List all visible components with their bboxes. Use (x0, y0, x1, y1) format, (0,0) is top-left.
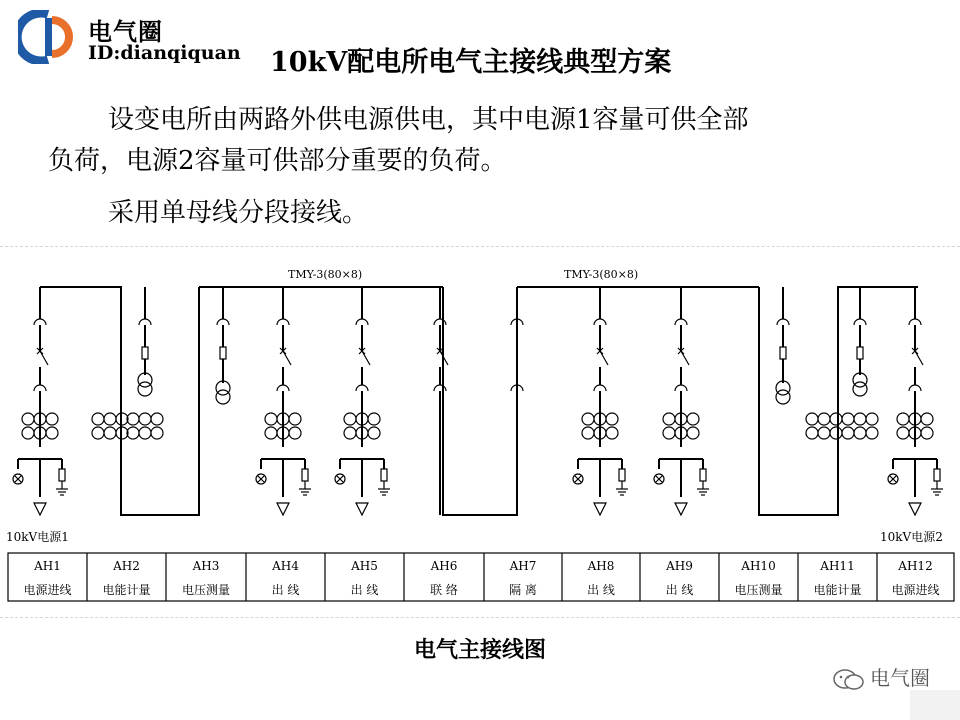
current-transformer (687, 427, 699, 439)
surge-arrester (381, 469, 387, 481)
current-transformer (921, 413, 933, 425)
plugin-contact (675, 319, 687, 325)
breaker-contact (915, 351, 923, 365)
cabinet-function: 联 络 (430, 583, 458, 597)
cabinet-id: AH7 (509, 559, 537, 573)
plugin-contact (356, 319, 368, 325)
plugin-contact (277, 319, 289, 325)
current-transformer (897, 427, 909, 439)
cabinet-id: AH1 (34, 559, 61, 573)
cabinet-id: AH6 (430, 559, 458, 573)
source-left-label: 10kV电源1 (6, 530, 69, 544)
main-wiring-diagram (0, 247, 960, 617)
current-transformer (127, 413, 139, 425)
cabinet-id: AH5 (351, 559, 378, 573)
cabinet-function: 出 线 (271, 583, 300, 597)
current-transformer (104, 427, 116, 439)
current-transformer (104, 413, 116, 425)
current-transformer (368, 413, 380, 425)
page-title: 10kV配电所电气主接线典型方案 (270, 47, 672, 78)
current-transformer (687, 413, 699, 425)
cabinet-id: AH4 (272, 559, 299, 573)
current-transformer (344, 413, 356, 425)
current-transformer (921, 427, 933, 439)
cabinet-function: 电压测量 (181, 583, 231, 597)
voltage-transformer (216, 390, 230, 404)
current-transformer (830, 427, 842, 439)
plugin-contact (854, 319, 866, 325)
voltage-transformer (138, 373, 152, 387)
current-transformer (265, 427, 277, 439)
watermark (832, 662, 930, 692)
current-transformer (92, 413, 104, 425)
voltage-transformer (776, 390, 790, 404)
logo-name: 电气圈 (88, 18, 163, 46)
current-transformer (897, 413, 909, 425)
current-transformer (151, 427, 163, 439)
current-transformer (866, 427, 878, 439)
cabinet-function: 电能计量 (813, 583, 862, 597)
plugin-contact (434, 385, 446, 391)
current-transformer (818, 413, 830, 425)
cable-termination (277, 503, 289, 515)
source-right-label: 10kV电源2 (880, 530, 943, 544)
current-transformer (854, 413, 866, 425)
current-transformer (22, 427, 34, 439)
current-transformer (368, 427, 380, 439)
breaker-contact (40, 351, 48, 365)
surge-arrester (934, 469, 940, 481)
plugin-contact (217, 319, 229, 325)
current-transformer (139, 427, 151, 439)
busbar-right-label: TMY-3(80×8) (564, 268, 639, 281)
cabinet-id: AH12 (898, 559, 933, 573)
body-line-3: 采用单母线分段接线。 (108, 198, 369, 228)
breaker-contact (362, 351, 370, 365)
voltage-transformer (853, 373, 867, 387)
fuse (220, 347, 226, 359)
cabinet-id: AH3 (192, 559, 220, 573)
logo-id: ID:dianqiquan (88, 42, 241, 64)
surge-arrester (700, 469, 706, 481)
voltage-transformer (776, 381, 790, 395)
current-transformer (854, 427, 866, 439)
fuse (780, 347, 786, 359)
cabinet-id: AH8 (587, 559, 615, 573)
logo-icon (18, 10, 78, 64)
cabinet-function: 出 线 (587, 583, 615, 597)
current-transformer (582, 413, 594, 425)
current-transformer (806, 413, 818, 425)
cabinet-function: 电压测量 (734, 583, 783, 597)
cabinet-function: 电能计量 (102, 583, 151, 597)
cable-termination (675, 503, 687, 515)
current-transformer (139, 413, 151, 425)
breaker-contact (283, 351, 291, 365)
current-transformer (582, 427, 594, 439)
watermark-text: 电气圈 (870, 666, 930, 690)
current-transformer (663, 427, 675, 439)
qr-code-icon (910, 690, 960, 720)
surge-arrester (59, 469, 65, 481)
voltage-transformer (216, 381, 230, 395)
plugin-contact (34, 385, 46, 391)
plugin-contact (675, 385, 687, 391)
breaker-contact (600, 351, 608, 365)
current-transformer (606, 427, 618, 439)
current-transformer (606, 413, 618, 425)
cable-termination (356, 503, 368, 515)
cabinet-function: 隔 离 (509, 583, 537, 597)
cable-termination (909, 503, 921, 515)
cabinet-id: AH10 (741, 559, 776, 573)
plugin-contact (434, 319, 446, 325)
cable-termination (34, 503, 46, 515)
current-transformer (842, 413, 854, 425)
body-line-1: 设变电所由两路外供电源供电，其中电源1容量可供全部 (108, 105, 749, 135)
current-transformer (127, 427, 139, 439)
current-transformer (344, 427, 356, 439)
current-transformer (663, 413, 675, 425)
diagram-panel (0, 246, 960, 618)
cabinet-table (8, 553, 954, 601)
current-transformer (866, 413, 878, 425)
current-transformer (46, 427, 58, 439)
busbar-left-label: TMY-3(80×8) (288, 268, 363, 281)
cable-tie-loop (443, 287, 517, 515)
cabinet-id: AH2 (113, 559, 140, 573)
current-transformer (289, 427, 301, 439)
plugin-contact (777, 319, 789, 325)
surge-arrester (302, 469, 308, 481)
cabinet-function: 出 线 (665, 583, 694, 597)
voltage-transformer (138, 382, 152, 396)
cabinet-function: 电源进线 (891, 583, 940, 597)
plugin-contact (594, 319, 606, 325)
current-transformer (151, 413, 163, 425)
current-transformer (806, 427, 818, 439)
diagram-caption: 电气主接线图 (413, 638, 546, 663)
plugin-contact (139, 319, 151, 325)
current-transformer (818, 427, 830, 439)
cabinet-id: AH9 (666, 559, 693, 573)
current-transformer (46, 413, 58, 425)
plugin-contact (909, 319, 921, 325)
current-transformer (830, 413, 842, 425)
plugin-contact (277, 385, 289, 391)
wechat-icon (832, 668, 866, 692)
voltage-transformer (853, 382, 867, 396)
body-line-2: 负荷，电源2容量可供部分重要的负荷。 (48, 146, 507, 176)
plugin-contact (356, 385, 368, 391)
fuse (857, 347, 863, 359)
current-transformer (265, 413, 277, 425)
current-transformer (92, 427, 104, 439)
surge-arrester (619, 469, 625, 481)
breaker-contact (681, 351, 689, 365)
plugin-contact (594, 385, 606, 391)
plugin-contact (34, 319, 46, 325)
cabinet-function: 电源进线 (23, 583, 72, 597)
cabinet-id: AH11 (820, 559, 855, 573)
current-transformer (289, 413, 301, 425)
fuse (142, 347, 148, 359)
cabinet-function: 出 线 (350, 583, 379, 597)
plugin-contact (909, 385, 921, 391)
cable-termination (594, 503, 606, 515)
current-transformer (842, 427, 854, 439)
current-transformer (22, 413, 34, 425)
